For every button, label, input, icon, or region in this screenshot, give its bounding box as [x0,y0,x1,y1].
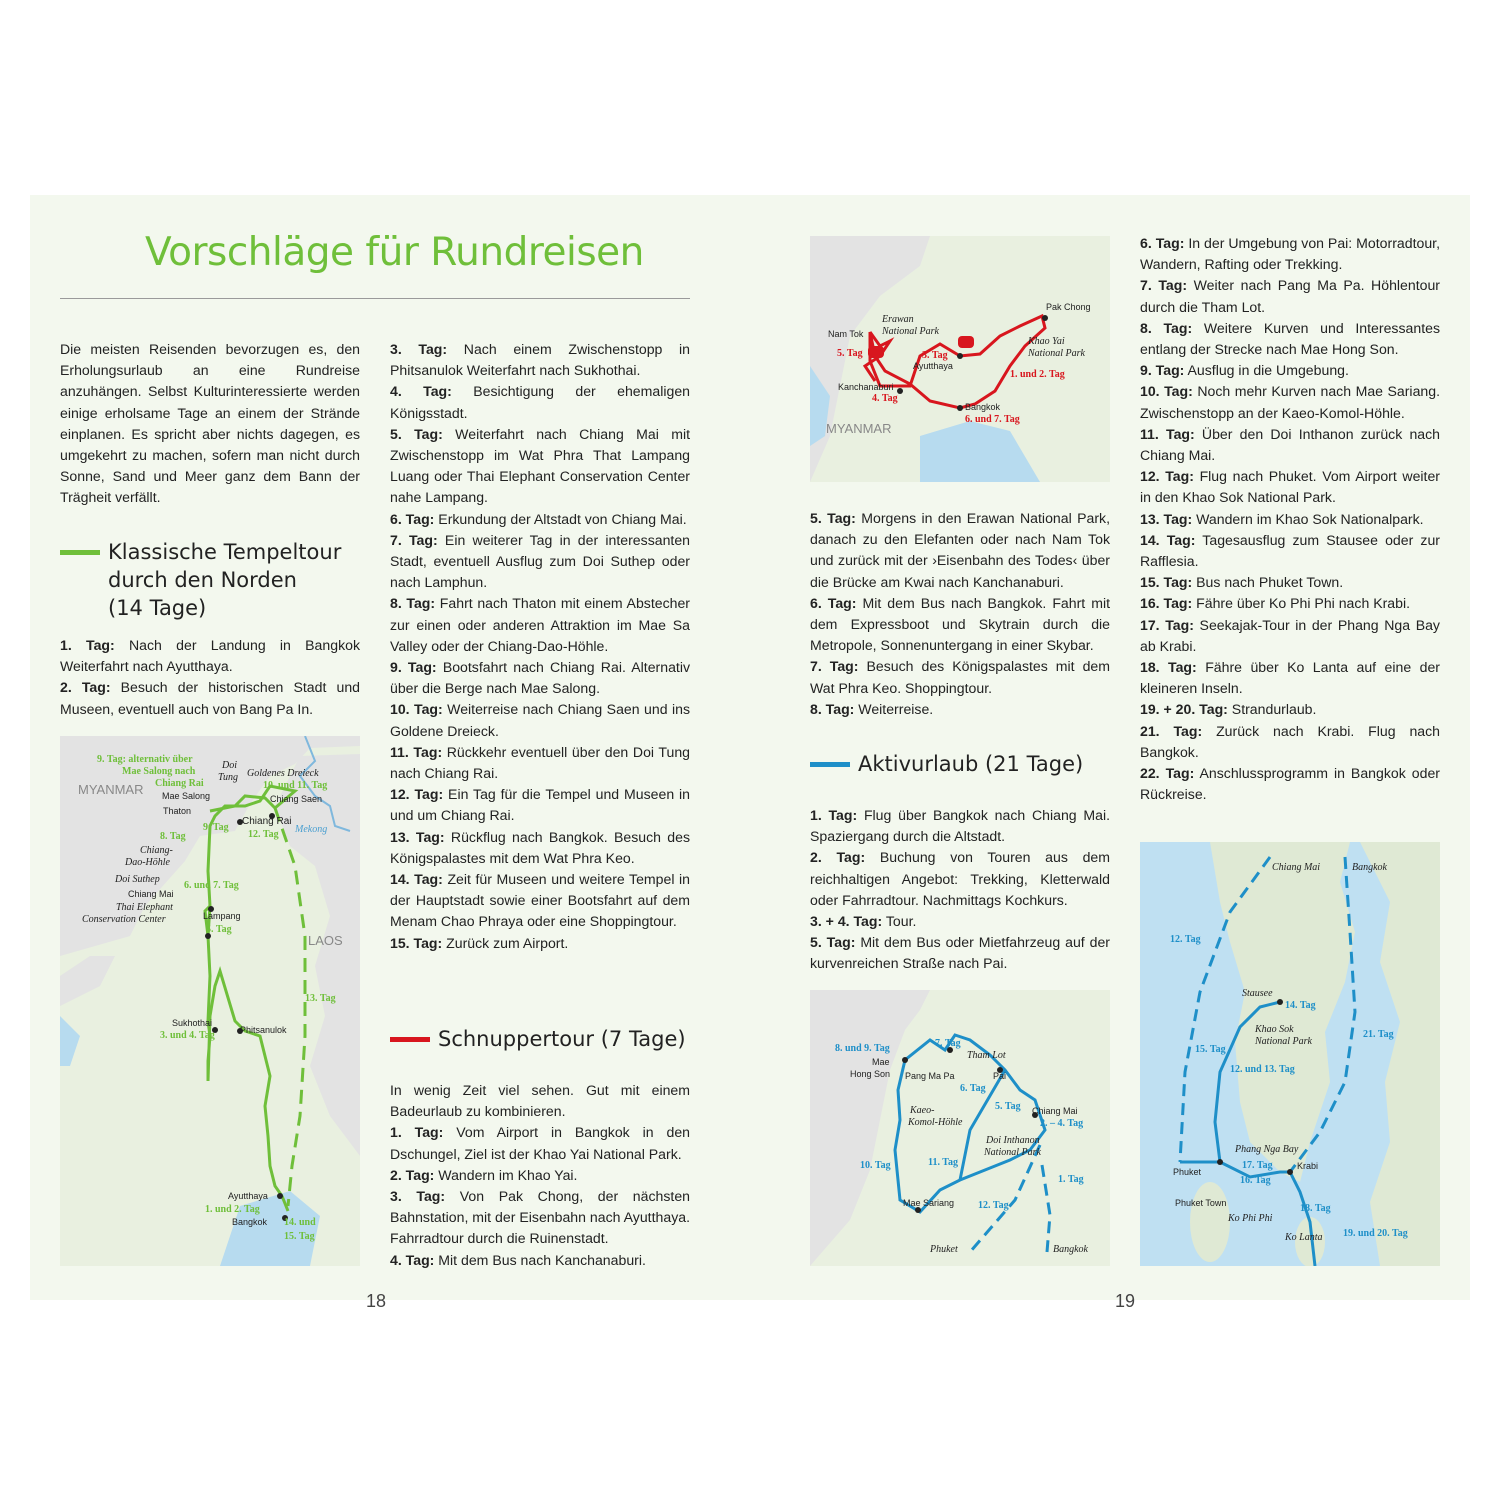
day-description: Morgens in den Erawan National Park, danach zu den Elefanten oder nach Nam Tok und zurück mit der ›Eisenbahn des Todes‹ über die Brücke am Kwai nach Kanchanaburi. [810,510,1111,590]
page-title: Vorschläge für Rundreisen [145,230,644,275]
intro-column [60,339,360,509]
day-label: 5. Tag: [810,934,856,951]
map-label: Phang Nga Bay [1235,1144,1299,1155]
day-label: 14. Tag: [390,871,443,888]
map-label: 6. Tag [960,1083,986,1094]
map-label: National Park [1255,1036,1312,1047]
day-description: Besuch der historischen Stadt und Museen, eventuell auch von Bang Pa In. [60,679,360,717]
day-label: 9. Tag: [390,659,437,676]
itinerary-day [1140,572,1440,593]
day-description: Vom Airport in Bangkok in den Dschungel, Ziel ist der Khao Yai National Park. [390,1124,690,1162]
map-label: Chiang Saen [270,794,323,804]
itinerary-day [1140,381,1440,423]
map-label: Krabi [1297,1161,1319,1171]
day-label: 13. Tag: [1140,510,1193,527]
day-description: Fähre über Ko Lanta auf eine der kleineren Inseln. [1140,659,1440,697]
itinerary-day [810,805,1110,847]
map-label: Pang Ma Pa [905,1071,955,1081]
map-label: 15. Tag [1195,1044,1226,1055]
map-label: Mae [872,1057,890,1067]
day-description: Besichtigung der ehemaligen Königsstadt. [390,383,690,421]
tempeltour-days-start [60,635,360,720]
itinerary-day [390,339,690,381]
day-description: Strandurlaub. [1227,701,1317,718]
itinerary-day [390,593,690,657]
day-description: Rückkehr eventuell über den Doi Tung nach Chiang Rai. [390,743,690,782]
aktivurlaub-days-start [810,805,1110,975]
itinerary-day [1140,721,1440,763]
map-label: 11. Tag [928,1157,959,1168]
map-label: Ko Lanta [1285,1232,1323,1243]
aktivurlaub-title: Aktivurlaub (21 Tage) [858,752,1084,776]
day-label: 1. Tag: [810,807,858,823]
itinerary-day [1140,424,1440,466]
day-label: 17. Tag: [1140,616,1194,633]
map-label: Ayutthaya [228,1191,268,1201]
map-label: 6. und 7. Tag [965,414,1020,425]
itinerary-day [390,784,690,826]
itinerary-day [810,847,1110,911]
aktivurlaub-heading [810,750,1110,780]
itinerary-day [1140,593,1440,614]
day-description: Erkundung der Altstadt von Chiang Mai. [434,510,687,527]
map-label: Pak Chong [1046,302,1091,312]
tempeltour-color-bar [60,550,100,555]
map-label: Stausee [1242,988,1273,999]
itinerary-day [810,508,1110,593]
day-label: 3. + 4. Tag: [810,913,883,930]
itinerary-day [390,530,690,594]
day-label: 1. Tag: [60,637,115,653]
day-description: Wandern im Khao Sok Nationalpark. [1192,510,1424,527]
map-label: Lampang [203,911,241,921]
schnuppertour-title: Schnuppertour (7 Tage) [438,1027,686,1051]
map-label: 3. und 4. Tag [160,1030,215,1041]
map-label: Mae Salong [162,791,211,801]
map-label: 14. und [284,1217,316,1228]
map-label: 5. Tag [837,348,863,359]
itinerary-day [390,509,690,530]
map-label: National Park [984,1147,1041,1158]
schnuppertour-color-bar [390,1037,430,1042]
itinerary-day [390,699,690,741]
map-label: 10. Tag [860,1160,891,1171]
day-description: Weiter nach Pang Ma Pa. Höhlentour durch die Tham Lot. [1140,277,1441,315]
map-country-label: MYANMAR [826,421,892,436]
map-label: 10. und 11. Tag [263,780,328,791]
itinerary-day [390,1122,690,1164]
aktivurlaub-color-bar [810,762,850,767]
day-description: Nach einem Zwischenstopp in Phitsanulok Weiterfahrt nach Sukhothai. [390,341,690,379]
day-label: 7. Tag: [390,531,438,548]
itinerary-day [1140,360,1440,381]
day-label: 2. Tag: [390,1166,435,1183]
day-description: Ausflug in die Umgebung. [1184,362,1349,379]
itinerary-day [390,657,690,699]
itinerary-day [1140,530,1440,572]
map-label: Mekong [295,824,328,835]
day-description: Rückflug nach Bangkok. Besuch des Königspalastes mit dem Wat Phra Keo. [390,828,690,866]
itinerary-day [390,933,690,954]
day-label: 15. Tag: [1140,574,1193,591]
day-description: Noch mehr Kurven nach Mae Sariang. Zwischenstopp an der Kaeo-Komol-Höhle. [1140,383,1440,421]
map-label: Bangkok [1352,862,1387,873]
map-label: 5. Tag [995,1101,1021,1112]
map-label: Chiang Mai [1272,862,1321,873]
day-description: Wandern im Khao Yai. [434,1166,578,1183]
day-label: 3. Tag: [390,1188,446,1205]
map-label: 3. Tag [922,350,948,361]
map-label: 18. Tag [1300,1203,1331,1214]
map-label: 1. Tag [1058,1174,1084,1185]
itinerary-day [1140,466,1440,508]
itinerary-day [1140,657,1440,699]
day-label: 2. Tag: [60,679,111,696]
map-label: 5. Tag [206,924,232,935]
day-label: 5. Tag: [390,425,443,442]
day-description: In der Umgebung von Pai: Motorradtour, Wandern, Rafting oder Trekking. [1140,235,1440,273]
day-description: Anschlussprogramm in Bangkok oder Rückreise. [1140,765,1440,803]
day-label: 6. Tag: [810,594,857,611]
day-label: 16. Tag: [1140,595,1193,612]
day-label: 22. Tag: [1140,765,1195,782]
map-label: 15. Tag [284,1231,315,1242]
map-label: 16. Tag [1240,1175,1271,1186]
map-label: Doi [222,760,237,771]
page-number-left: 18 [366,1291,387,1311]
map-label: 1. und 2. Tag [1010,369,1065,380]
map-label: Khao Sok [1255,1024,1294,1035]
map-label: Goldenes Dreieck [247,768,319,779]
map-label: Doi Inthanon [986,1135,1040,1146]
map-label: Phuket Town [1175,1198,1227,1208]
day-label: 4. Tag: [390,383,452,400]
map-label: Chiang Mai [1032,1106,1078,1116]
day-label: 21. Tag: [1140,722,1203,739]
day-label: 12. Tag: [1140,468,1194,485]
day-label: 10. Tag: [1140,383,1193,400]
itinerary-day [390,869,690,933]
day-label: 13. Tag: [390,828,445,845]
map-aktivurlaub-south [1140,842,1440,1266]
day-label: 19. + 20. Tag: [1140,701,1228,718]
map-label: Kanchanaburi [838,382,894,392]
day-description: Fahrt nach Thaton mit einem Abstecher zur einen oder anderen Attraktion im Mae Sa Valley oder der Chiang-Dao-Höhle. [390,595,690,654]
map-label: 4. Tag [872,393,898,404]
tempeltour-days-continued [390,339,690,954]
map-label: 13. Tag [305,993,336,1004]
map-label: Ayutthaya [913,361,953,371]
map-label: 9. Tag [203,822,229,833]
map-label: Thai Elephant [116,902,173,913]
itinerary-day [390,1186,690,1250]
day-description: Zurück zum Airport. [442,934,569,951]
schnuppertour-days-continued [810,508,1110,720]
itinerary-day [810,593,1110,657]
day-label: 5. Tag: [810,510,856,526]
map-label: 12. Tag [1170,934,1201,945]
day-description: Ein Tag für die Tempel und Museen in und um Chiang Rai. [390,786,690,824]
day-description: Nach der Landung in Bangkok Weiterfahrt nach Ayutthaya. [60,637,361,675]
map-label: Nam Tok [828,329,864,339]
map-label: Hong Son [850,1069,891,1079]
map-label: 8. und 9. Tag [835,1043,890,1054]
itinerary-day [1140,318,1440,360]
map-label: 1. und 2. Tag [205,1204,260,1215]
day-label: 7. Tag: [810,658,859,675]
itinerary-day [390,742,690,784]
day-label: 11. Tag: [390,743,443,760]
map-label: 6. und 7. Tag [184,880,239,891]
map-label: Tham Lot [967,1050,1006,1061]
map-label: Mae Sariang [903,1198,955,1208]
tempeltour-heading [60,538,360,624]
day-description: Tour. [882,913,917,930]
itinerary-day [390,1250,690,1271]
day-description: Mit dem Bus oder Mietfahrzeug auf der kurvenreichen Straße nach Pai. [810,934,1111,972]
itinerary-day [1140,615,1440,657]
map-country-label: MYANMAR [78,782,144,797]
map-label: Khao Yai [1028,336,1065,347]
day-label: 7. Tag: [1140,277,1188,294]
schnuppertour-days-start [390,1080,690,1271]
itinerary-day [390,1165,690,1186]
day-label: 1. Tag: [390,1124,444,1141]
itinerary-day [810,911,1110,932]
map-label: Chiang Rai [242,816,292,827]
map-label: 12. und 13. Tag [1230,1064,1295,1075]
map-label: Phuket [1173,1167,1202,1177]
map-label: Conservation Center [82,914,166,925]
day-description: Seekajak-Tour in der Phang Nga Bay ab Krabi. [1140,616,1440,654]
day-description: Buchung von Touren aus dem reichhaltigen Angebot: Trekking, Kletterwald oder Fahrradtour. Nachmittags Kochkurs. [810,849,1111,908]
map-label: Phitsanulok [240,1025,287,1035]
day-description: Bus nach Phuket Town. [1192,574,1344,591]
page-number-right: 19 [1115,1291,1136,1311]
title-divider [60,298,690,299]
day-label: 12. Tag: [390,786,444,803]
map-label: Chiang- [140,845,173,856]
day-description: Mit dem Bus nach Bangkok. Fahrt mit dem Expressboot und Skytrain durch die Metropole, Sonnenuntergang in einer Skybar. [810,594,1111,654]
itinerary-day [810,699,1110,720]
map-label: Bangkok [1053,1244,1088,1255]
day-description: Ein weiterer Tag in der interessanten Stadt, eventuell Ausflug zum Doi Suthep oder nach Lamphun. [390,531,691,591]
map-label: Chiang Mai [128,889,174,899]
day-description: Flug nach Phuket. Vom Airport weiter in den Khao Sok National Park. [1140,468,1441,506]
map-label: 2. – 4. Tag [1040,1118,1084,1129]
map-label: Bangkok [965,402,1001,412]
day-label: 2. Tag: [810,849,866,866]
day-description: Besuch des Königspalastes mit dem Wat Phra Keo. Shoppingtour. [810,658,1111,696]
itinerary-day [60,635,360,677]
map-label: Doi Suthep [115,874,160,885]
day-label: 6. Tag: [1140,235,1185,251]
day-description: Zeit für Museen und weitere Tempel in der Hauptstadt sowie einer Bootsfahrt auf dem Menam Chao Phraya oder eine Shoppingtour. [390,871,691,930]
map-label: 19. und 20. Tag [1343,1228,1408,1239]
map-schnuppertour [810,236,1110,482]
map-label: 7. Tag [935,1038,961,1049]
itinerary-day [1140,233,1440,275]
day-description: Von Pak Chong, der nächsten Bahnstation, mit der Eisenbahn nach Ayutthaya. Fahrradtour durch die Ruinenstadt. [390,1188,691,1247]
itinerary-day [1140,509,1440,530]
day-label: 14. Tag: [1140,531,1196,548]
day-description: Mit dem Bus nach Kanchanaburi. [434,1251,646,1268]
map-label: Mae Salong nach [122,766,196,777]
map-label: Pai [993,1071,1007,1081]
itinerary-day [810,932,1110,974]
map-label: 12. Tag [248,829,279,840]
map-label: National Park [1028,348,1085,359]
itinerary-day [60,677,360,719]
day-description: Fähre über Ko Phi Phi nach Krabi. [1192,595,1411,612]
itinerary-day [390,381,690,423]
map-label: Tung [218,772,239,783]
day-label: 10. Tag: [390,701,443,718]
map-label: Erawan [882,314,914,325]
map-label: Komol-Höhle [908,1117,963,1128]
map-label: National Park [882,326,939,337]
day-label: 15. Tag: [390,934,443,951]
map-label: Thaton [163,806,192,816]
map-label: 17. Tag [1242,1160,1273,1171]
tempeltour-title-line1: Klassische Tempeltour [108,540,342,564]
schnuppertour-heading [390,1025,690,1055]
day-label: 18. Tag: [1140,659,1197,676]
itinerary-day [810,656,1110,698]
map-label: Chiang Rai [155,778,204,789]
day-label: 9. Tag: [1140,362,1185,379]
map-label: Dao-Höhle [125,857,170,868]
tempeltour-title-line2: durch den Norden [108,568,297,592]
map-label: Ko Phi Phi [1228,1213,1273,1224]
map-label: Kaeo- [910,1105,935,1116]
day-description: Weiterfahrt nach Chiang Mai mit Zwischenstopp im Wat Phra That Lampang Luang oder Thai Elephant Conservation Center nahe Lampang. [390,425,691,506]
day-description: Tagesausflug zum Stausee oder zur Rafflesia. [1140,531,1440,570]
map-label: Phuket [930,1244,958,1255]
map-tempeltour [60,736,360,1266]
map-label: 12. Tag [978,1200,1009,1211]
map-label: 8. Tag [160,831,186,842]
day-label: 8. Tag: [390,595,436,612]
map-aktivurlaub-loop [810,990,1110,1266]
day-description: Zurück nach Krabi. Flug nach Bangkok. [1140,722,1441,760]
day-description: Weiterreise. [854,700,934,717]
day-label: 8. Tag: [1140,319,1193,336]
day-description: Weitere Kurven und Interessantes entlang der Strecke nach Mae Hong Son. [1140,319,1441,358]
map-country-label: LAOS [308,933,343,948]
day-description: Flug über Bangkok nach Chiang Mai. Spaziergang durch die Altstadt. [810,807,1110,845]
itinerary-day [390,827,690,869]
schnuppertour-intro: In wenig Zeit viel sehen. Gut mit einem Badeurlaub zu kombinieren. [390,1082,690,1120]
day-label: 4. Tag: [390,1251,435,1268]
itinerary-day [1140,763,1440,805]
map-label: 21. Tag [1363,1029,1394,1040]
itinerary-day [1140,699,1440,720]
map-label: 14. Tag [1285,1000,1316,1011]
day-label: 3. Tag: [390,341,448,357]
map-label: 9. Tag: alternativ über [97,754,193,765]
day-label: 11. Tag: [1140,425,1195,442]
itinerary-day [390,424,690,509]
day-description: Weiterreise nach Chiang Saen und ins Goldene Dreieck. [390,701,690,739]
itinerary-day [1140,275,1440,317]
day-description: Über den Doi Inthanon zurück nach Chiang Mai. [1140,425,1441,464]
day-label: 6. Tag: [390,510,435,527]
intro-paragraph: Die meisten Reisenden bevorzugen es, den Erholungsurlaub an eine Rundreise anzuhängen. Selbst Kulturinteressierte werden einige erholsame Tage an einem der Strände einplanen. Es spricht aber nichts dagegen, es umgekehrt zu machen, sofern man nicht durch Sonne, Sand und Meer ganz dem Bann der Trägheit verfällt. [60,341,360,506]
aktivurlaub-days-continued [1140,233,1440,805]
day-label: 8. Tag: [810,700,855,717]
tempeltour-title-line3: (14 Tage) [108,596,207,620]
map-label: Bangkok [232,1217,268,1227]
day-description: Bootsfahrt nach Chiang Rai. Alternativ über die Berge nach Mae Salong. [390,659,691,697]
map-label: Sukhothai [172,1018,213,1028]
